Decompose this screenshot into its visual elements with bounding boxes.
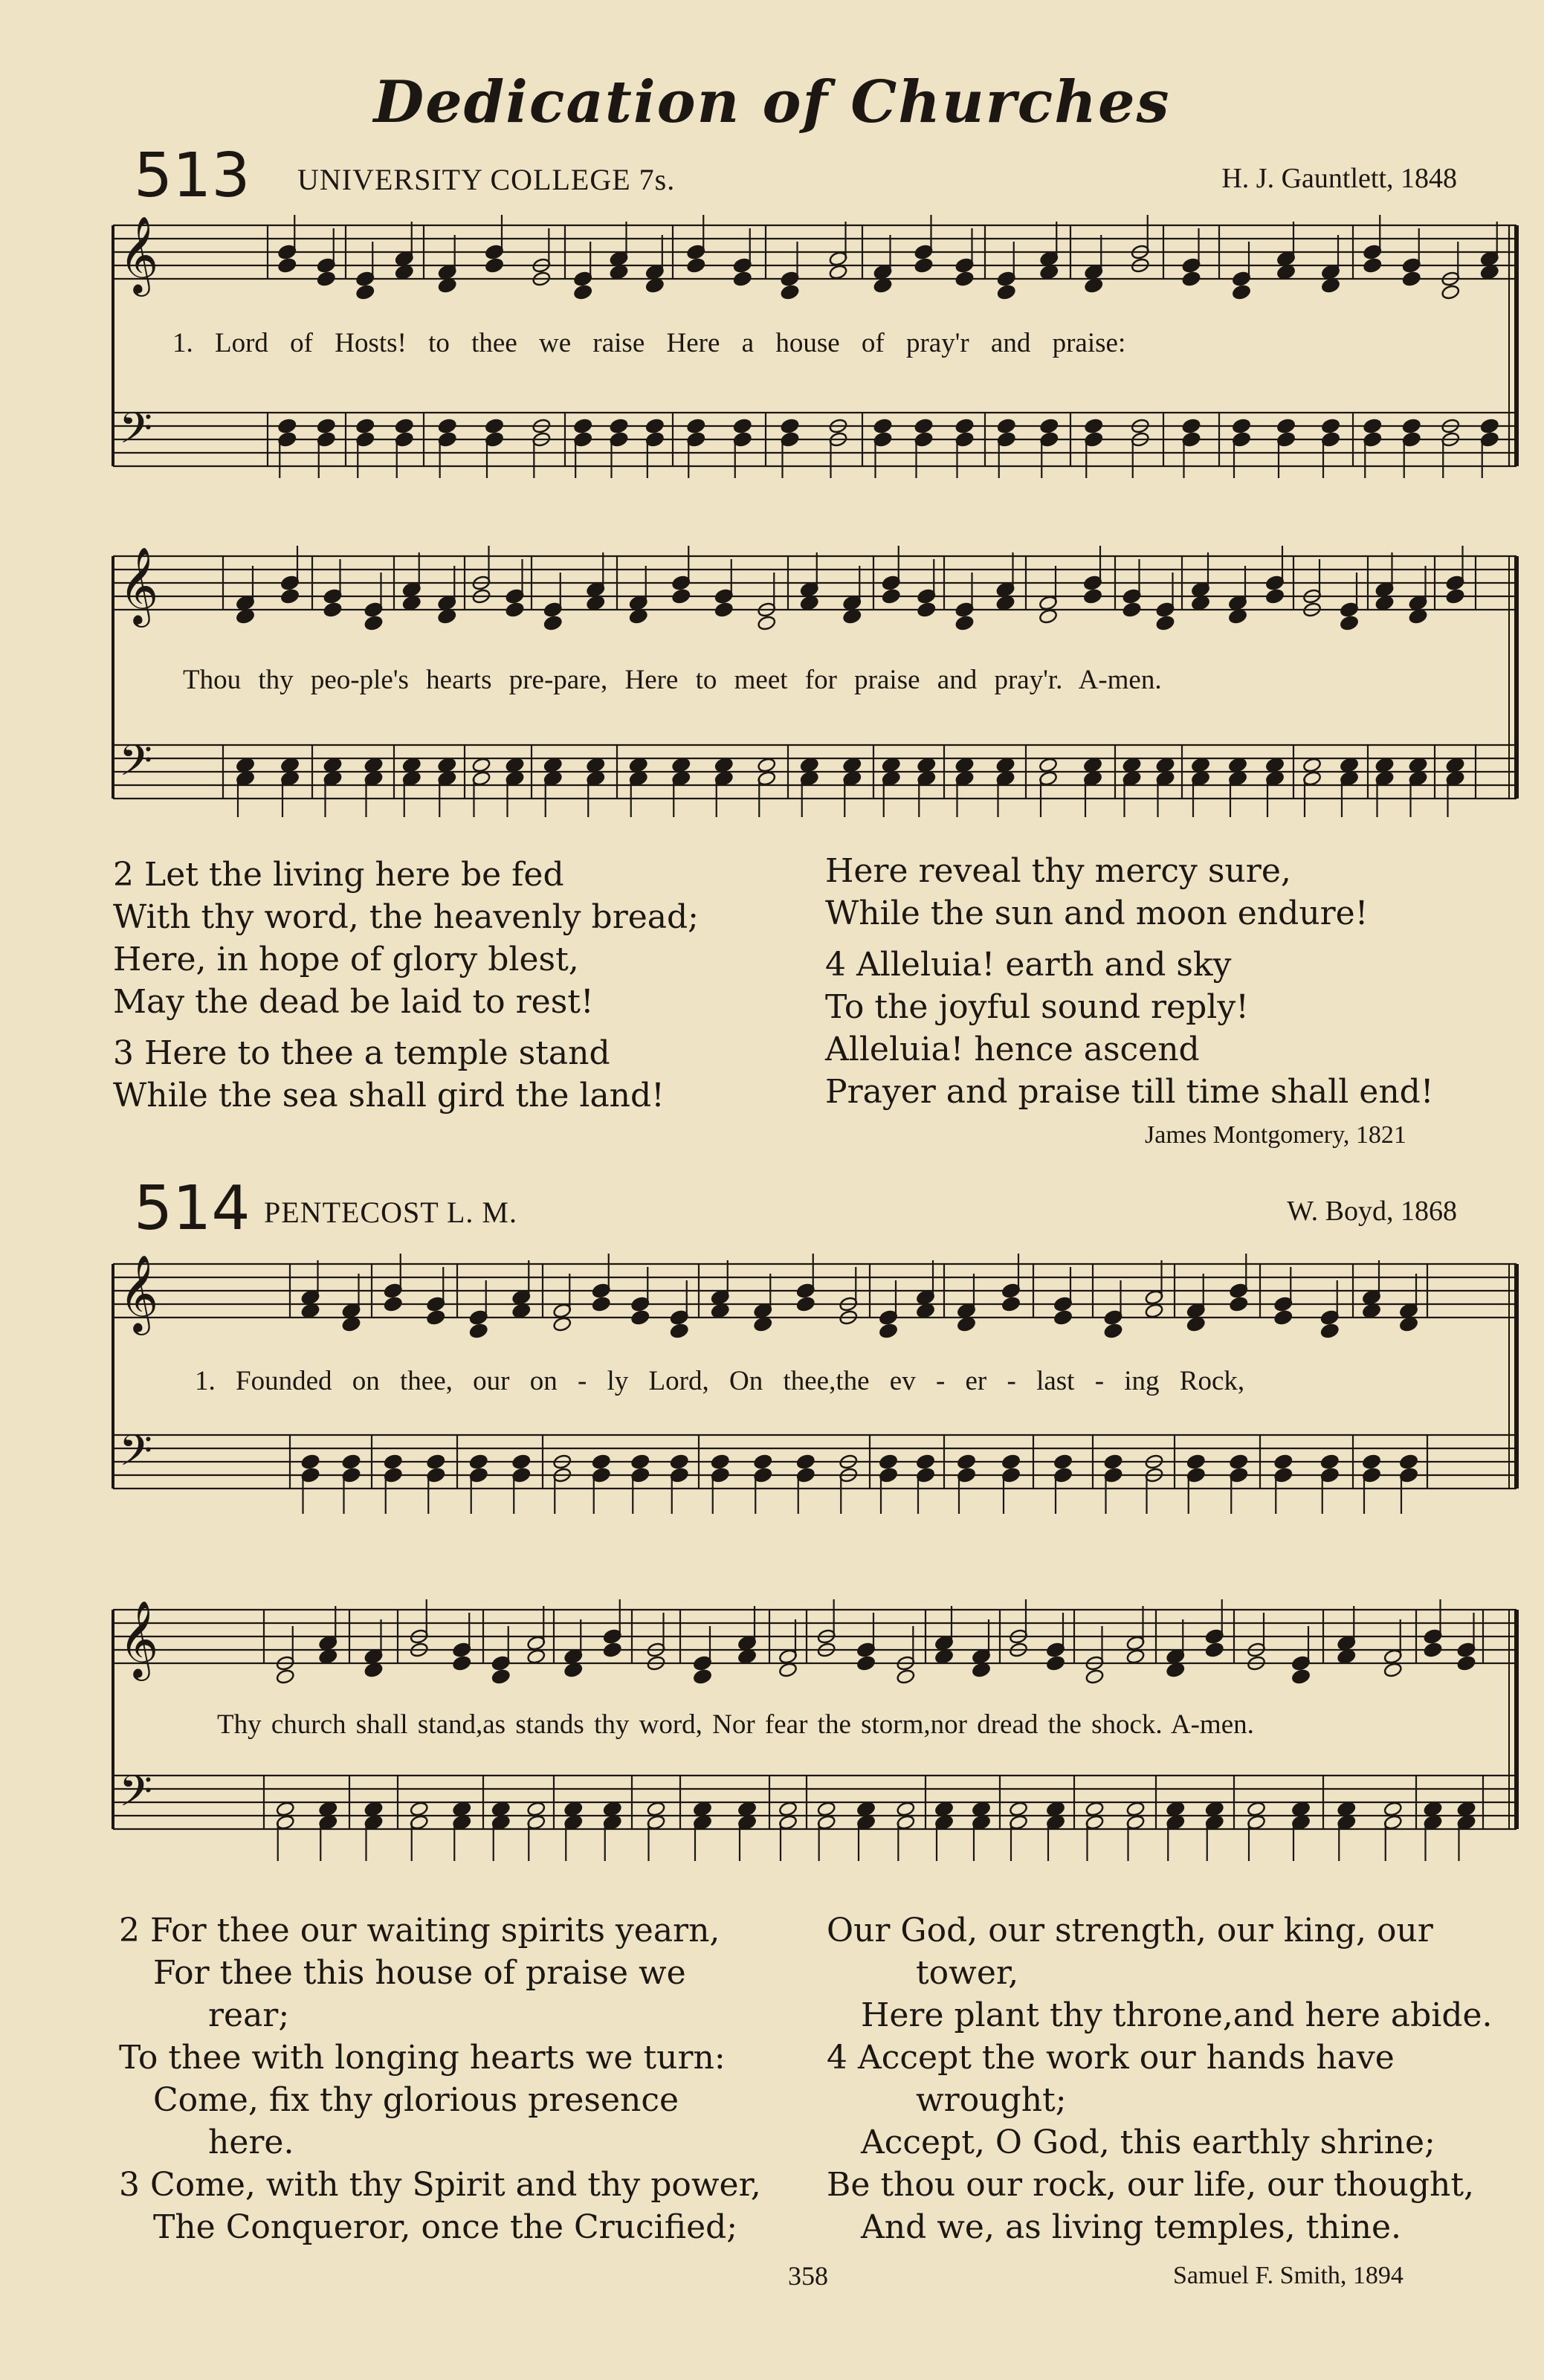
note-head bbox=[856, 1801, 876, 1817]
note-head bbox=[693, 1668, 712, 1685]
note-head bbox=[757, 615, 776, 631]
note-head bbox=[711, 1303, 730, 1319]
hymn-514-author: Samuel F. Smith, 1894 bbox=[1173, 2262, 1404, 2289]
note-head bbox=[592, 1454, 611, 1470]
note-head bbox=[1104, 1323, 1123, 1339]
note-head bbox=[1084, 277, 1103, 294]
hymn-514-verses-right bbox=[827, 1909, 1518, 2248]
note-head bbox=[426, 1309, 445, 1326]
hymn-514-header bbox=[126, 1173, 1457, 1245]
note-head bbox=[972, 1801, 991, 1817]
note-head bbox=[1053, 1309, 1073, 1326]
note-head bbox=[896, 1801, 915, 1817]
note-head bbox=[1123, 757, 1142, 773]
note-head bbox=[573, 418, 592, 434]
note-head bbox=[914, 418, 934, 434]
note-head bbox=[277, 418, 297, 434]
note-head bbox=[1446, 757, 1465, 773]
note-head bbox=[573, 284, 592, 300]
note-head bbox=[882, 757, 901, 773]
hymn-number: 513 bbox=[134, 141, 251, 211]
note-head bbox=[629, 608, 648, 625]
note-head bbox=[829, 264, 848, 280]
verse-line: While the sun and moon endure! bbox=[825, 894, 1369, 932]
note-head bbox=[645, 418, 665, 434]
note-head bbox=[955, 271, 975, 287]
note-head bbox=[997, 284, 1016, 300]
note-head bbox=[610, 418, 629, 434]
note-head bbox=[896, 1668, 915, 1685]
bass-clef-icon: 𝄢 bbox=[119, 1766, 153, 1827]
note-head bbox=[842, 608, 862, 625]
note-head bbox=[1085, 1801, 1105, 1817]
treble-clef-icon: 𝄞 bbox=[119, 546, 159, 625]
note-head bbox=[873, 277, 893, 294]
note-head bbox=[1363, 257, 1382, 274]
note-head bbox=[610, 264, 629, 280]
note-head bbox=[957, 1316, 976, 1332]
note-head bbox=[1320, 1323, 1340, 1339]
verse-line: Come, fix thy glorious presence bbox=[153, 2081, 679, 2119]
hymn-514-lyrics-line-1: 1. Founded on thee, our on - ly Lord, On thee,the ev - er - last - ing Rock, bbox=[195, 1366, 1245, 1396]
note-head bbox=[1383, 1801, 1403, 1817]
note-head bbox=[1457, 1801, 1476, 1817]
note-head bbox=[1053, 1454, 1073, 1470]
note-head bbox=[1232, 418, 1251, 434]
note-head bbox=[1009, 1801, 1028, 1817]
note-head bbox=[280, 757, 300, 773]
note-head bbox=[996, 595, 1015, 611]
note-head bbox=[586, 757, 605, 773]
note-head bbox=[733, 271, 752, 287]
note-head bbox=[1399, 1316, 1418, 1332]
composer: H. J. Gauntlett, 1848 bbox=[1221, 163, 1457, 194]
note-head bbox=[1046, 1655, 1065, 1671]
note-head bbox=[917, 757, 936, 773]
note-head bbox=[364, 615, 384, 631]
note-head bbox=[1362, 1454, 1381, 1470]
note-head bbox=[1320, 1454, 1340, 1470]
note-head bbox=[753, 1454, 772, 1470]
note-head bbox=[276, 1801, 295, 1817]
note-head bbox=[781, 418, 800, 434]
note-head bbox=[842, 757, 862, 773]
verse-line: Here, in hope of glory blest, bbox=[113, 941, 579, 978]
hymn-513-verses-left bbox=[113, 854, 699, 1117]
note-head bbox=[563, 1801, 583, 1817]
note-head bbox=[426, 1454, 445, 1470]
treble-clef-icon: 𝄞 bbox=[119, 1600, 159, 1678]
verse-line: To thee with longing hearts we turn: bbox=[119, 2039, 726, 2077]
note-head bbox=[280, 588, 300, 604]
note-head bbox=[671, 588, 691, 604]
note-head bbox=[670, 1454, 689, 1470]
note-head bbox=[1186, 1316, 1206, 1332]
note-head bbox=[670, 1323, 689, 1339]
note-head bbox=[317, 271, 336, 287]
note-head bbox=[914, 257, 934, 274]
note-head bbox=[355, 418, 375, 434]
note-head bbox=[592, 1296, 611, 1312]
verse-line: While the sea shall gird the land! bbox=[113, 1077, 665, 1115]
bass-clef-icon: 𝄢 bbox=[119, 1425, 153, 1486]
note-head bbox=[236, 608, 255, 625]
tune-name: PENTECOST L. M. bbox=[264, 1196, 517, 1229]
note-head bbox=[1399, 1454, 1418, 1470]
note-head bbox=[364, 1662, 384, 1678]
hymn-513-lyrics-line-1: 1. Lord of Hosts! to thee we raise Here a house of pray'r and praise: bbox=[172, 328, 1126, 358]
hymn-number: 514 bbox=[134, 1173, 251, 1244]
note-head bbox=[711, 1454, 730, 1470]
note-head bbox=[955, 615, 975, 631]
verse-line: For thee this house of praise we bbox=[153, 1954, 686, 1992]
note-head bbox=[563, 1662, 583, 1678]
note-head bbox=[543, 757, 563, 773]
note-head bbox=[1182, 271, 1201, 287]
note-head bbox=[323, 757, 343, 773]
verse-line: 3 Come, with thy Spirit and thy power, bbox=[119, 2166, 761, 2204]
hymn-513-author: James Montgomery, 1821 bbox=[1145, 1121, 1406, 1149]
note-head bbox=[1039, 418, 1059, 434]
verse-line: Here plant thy throne,and here abide. bbox=[861, 1996, 1493, 2034]
note-head bbox=[1083, 588, 1102, 604]
note-head bbox=[1166, 1662, 1185, 1678]
note-head bbox=[737, 1801, 757, 1817]
note-head bbox=[1228, 608, 1247, 625]
note-head bbox=[526, 1648, 546, 1665]
note-head bbox=[1205, 1801, 1224, 1817]
note-head bbox=[879, 1323, 898, 1339]
note-head bbox=[491, 1801, 511, 1817]
tune-name: UNIVERSITY COLLEGE 7s. bbox=[297, 163, 676, 196]
note-head bbox=[917, 602, 936, 618]
note-head bbox=[796, 1296, 815, 1312]
note-head bbox=[1383, 1662, 1403, 1678]
note-head bbox=[630, 1454, 650, 1470]
note-head bbox=[1039, 757, 1058, 773]
note-head bbox=[1375, 595, 1395, 611]
note-head bbox=[1480, 264, 1499, 280]
note-head bbox=[511, 1303, 531, 1319]
note-head bbox=[693, 1801, 712, 1817]
note-head bbox=[1232, 284, 1251, 300]
note-head bbox=[1083, 757, 1102, 773]
verse-line: Our God, our strength, our king, our bbox=[827, 1912, 1433, 1950]
note-head bbox=[778, 1662, 798, 1678]
note-head bbox=[796, 1454, 815, 1470]
note-head bbox=[452, 1801, 471, 1817]
note-head bbox=[1001, 1454, 1021, 1470]
hymn-514-verses-left bbox=[119, 1909, 810, 2248]
note-head bbox=[1039, 264, 1059, 280]
note-head bbox=[1084, 418, 1103, 434]
note-head bbox=[686, 257, 705, 274]
note-head bbox=[1191, 595, 1210, 611]
hymn-513-lyrics-line-2: Thou thy peo-ple's hearts pre-pare, Here to meet for praise and pray'r. A-men. bbox=[183, 665, 1162, 695]
verse-line: tower, bbox=[916, 1954, 1019, 1992]
note-head bbox=[817, 1801, 836, 1817]
note-head bbox=[355, 284, 375, 300]
note-head bbox=[879, 1454, 898, 1470]
note-head bbox=[1402, 418, 1421, 434]
hymn-513-verses-right bbox=[825, 850, 1434, 1113]
note-head bbox=[873, 418, 893, 434]
note-head bbox=[972, 1662, 991, 1678]
verse-line: Here reveal thy mercy sure, bbox=[825, 852, 1291, 890]
note-head bbox=[957, 1454, 976, 1470]
note-head bbox=[934, 1648, 954, 1665]
note-head bbox=[629, 757, 648, 773]
verse-line: rear; bbox=[208, 1996, 290, 2034]
note-head bbox=[1337, 1648, 1356, 1665]
note-head bbox=[1402, 271, 1421, 287]
note-head bbox=[1340, 615, 1359, 631]
note-head bbox=[1409, 608, 1428, 625]
note-head bbox=[647, 1801, 666, 1817]
note-head bbox=[452, 1655, 471, 1671]
note-head bbox=[800, 757, 819, 773]
note-head bbox=[1156, 757, 1175, 773]
note-head bbox=[301, 1454, 320, 1470]
note-head bbox=[395, 264, 414, 280]
note-head bbox=[1375, 757, 1395, 773]
note-head bbox=[469, 1323, 488, 1339]
note-head bbox=[438, 418, 457, 434]
note-head bbox=[511, 1454, 531, 1470]
note-head bbox=[996, 757, 1015, 773]
note-head bbox=[916, 1454, 935, 1470]
note-head bbox=[323, 602, 343, 618]
note-head bbox=[1186, 1454, 1206, 1470]
note-head bbox=[384, 1454, 403, 1470]
note-head bbox=[1265, 588, 1285, 604]
note-head bbox=[402, 595, 421, 611]
note-head bbox=[236, 757, 255, 773]
note-head bbox=[645, 277, 665, 294]
note-head bbox=[410, 1801, 429, 1817]
note-head bbox=[1321, 277, 1340, 294]
verse-line: Prayer and praise till time shall end! bbox=[825, 1073, 1434, 1111]
verse-line: 3 Here to thee a temple stand bbox=[113, 1034, 610, 1072]
note-head bbox=[1265, 757, 1285, 773]
note-head bbox=[472, 757, 491, 773]
verse-line: here. bbox=[208, 2123, 294, 2161]
verse-line: May the dead be laid to rest! bbox=[113, 983, 594, 1021]
note-head bbox=[491, 1668, 511, 1685]
note-head bbox=[1123, 602, 1142, 618]
verse-line: Be thou our rock, our life, our thought, bbox=[827, 2166, 1474, 2204]
verse-line: With thy word, the heavenly bread; bbox=[113, 898, 699, 936]
note-head bbox=[1480, 418, 1499, 434]
note-head bbox=[318, 1801, 337, 1817]
hymn-514-lyrics-line-2: Thy church shall stand,as stands thy word, Nor fear the storm,nor dread the shock. A-men. bbox=[217, 1709, 1254, 1740]
note-head bbox=[395, 418, 414, 434]
note-head bbox=[955, 418, 975, 434]
note-head bbox=[276, 1668, 295, 1685]
note-head bbox=[733, 418, 752, 434]
note-head bbox=[1191, 757, 1210, 773]
note-head bbox=[1085, 1668, 1105, 1685]
note-head bbox=[671, 757, 691, 773]
note-head bbox=[1321, 418, 1340, 434]
verse-line: Accept, O God, this earthly shrine; bbox=[861, 2123, 1435, 2161]
verse-line: And we, as living temples, thine. bbox=[861, 2208, 1402, 2246]
bass-clef-icon: 𝄢 bbox=[119, 403, 153, 464]
note-head bbox=[753, 1316, 772, 1332]
note-head bbox=[485, 257, 504, 274]
note-head bbox=[318, 1648, 337, 1665]
note-head bbox=[1126, 1648, 1146, 1665]
note-head bbox=[342, 1454, 361, 1470]
note-head bbox=[586, 595, 605, 611]
note-head bbox=[317, 418, 336, 434]
note-head bbox=[1276, 418, 1296, 434]
note-head bbox=[714, 602, 734, 618]
note-head bbox=[1362, 1303, 1381, 1319]
note-head bbox=[485, 418, 504, 434]
note-head bbox=[1229, 1454, 1248, 1470]
note-head bbox=[1273, 1454, 1293, 1470]
note-head bbox=[1441, 284, 1460, 300]
verse-line: 2 For thee our waiting spirits yearn, bbox=[119, 1912, 720, 1950]
verse-line: To the joyful sound reply! bbox=[825, 988, 1249, 1026]
note-head bbox=[1229, 1296, 1248, 1312]
note-head bbox=[1156, 615, 1175, 631]
note-head bbox=[1409, 757, 1428, 773]
note-head bbox=[955, 757, 975, 773]
note-head bbox=[1182, 418, 1201, 434]
note-head bbox=[1104, 1454, 1123, 1470]
page-title: Dedication of Churches bbox=[373, 68, 1171, 136]
note-head bbox=[1145, 1303, 1164, 1319]
page-number: 358 bbox=[788, 2261, 828, 2291]
note-head bbox=[342, 1316, 361, 1332]
note-head bbox=[1340, 757, 1359, 773]
note-head bbox=[384, 1296, 403, 1312]
bass-clef-icon: 𝄢 bbox=[119, 735, 153, 796]
note-head bbox=[781, 284, 800, 300]
verse-line: 2 Let the living here be fed bbox=[113, 856, 564, 894]
note-head bbox=[1302, 757, 1322, 773]
note-head bbox=[757, 757, 776, 773]
note-head bbox=[1001, 1296, 1021, 1312]
note-head bbox=[469, 1454, 488, 1470]
note-head bbox=[364, 1801, 384, 1817]
verse-line: Alleluia! hence ascend bbox=[825, 1031, 1200, 1068]
note-head bbox=[882, 588, 901, 604]
note-head bbox=[505, 757, 525, 773]
note-head bbox=[1363, 418, 1382, 434]
note-head bbox=[438, 277, 457, 294]
verse-line: The Conqueror, once the Crucified; bbox=[153, 2208, 738, 2246]
note-head bbox=[526, 1801, 546, 1817]
note-head bbox=[1424, 1801, 1443, 1817]
note-head bbox=[1337, 1801, 1356, 1817]
verse-line: 4 Alleluia! earth and sky bbox=[825, 946, 1232, 984]
note-head bbox=[437, 608, 456, 625]
note-head bbox=[934, 1801, 954, 1817]
note-head bbox=[1291, 1801, 1311, 1817]
note-head bbox=[737, 1648, 757, 1665]
note-head bbox=[301, 1303, 320, 1319]
note-head bbox=[1276, 264, 1296, 280]
verse-line: 4 Accept the work our hands have bbox=[827, 2039, 1395, 2077]
composer: W. Boyd, 1868 bbox=[1287, 1196, 1457, 1227]
note-head bbox=[603, 1642, 622, 1658]
note-head bbox=[402, 757, 421, 773]
note-head bbox=[1446, 588, 1465, 604]
note-head bbox=[1247, 1801, 1266, 1817]
note-head bbox=[1166, 1801, 1185, 1817]
note-head bbox=[1424, 1642, 1443, 1658]
note-head bbox=[277, 257, 297, 274]
note-head bbox=[630, 1309, 650, 1326]
note-head bbox=[997, 418, 1016, 434]
note-head bbox=[543, 615, 563, 631]
note-head bbox=[1228, 757, 1247, 773]
note-head bbox=[686, 418, 705, 434]
note-head bbox=[505, 602, 525, 618]
note-head bbox=[364, 757, 384, 773]
note-head bbox=[1273, 1309, 1293, 1326]
note-head bbox=[1126, 1801, 1146, 1817]
note-head bbox=[1205, 1642, 1224, 1658]
note-head bbox=[916, 1303, 935, 1319]
treble-clef-icon: 𝄞 bbox=[119, 216, 159, 294]
note-head bbox=[856, 1655, 876, 1671]
note-head bbox=[778, 1801, 798, 1817]
treble-clef-icon: 𝄞 bbox=[119, 1254, 159, 1332]
note-head bbox=[552, 1316, 572, 1332]
note-head bbox=[714, 757, 734, 773]
note-head bbox=[1039, 608, 1058, 625]
note-head bbox=[1457, 1655, 1476, 1671]
note-head bbox=[1046, 1801, 1065, 1817]
note-head bbox=[603, 1801, 622, 1817]
note-head bbox=[437, 757, 456, 773]
note-head bbox=[1291, 1668, 1311, 1685]
note-head bbox=[800, 595, 819, 611]
verse-line: wrought; bbox=[916, 2081, 1067, 2119]
